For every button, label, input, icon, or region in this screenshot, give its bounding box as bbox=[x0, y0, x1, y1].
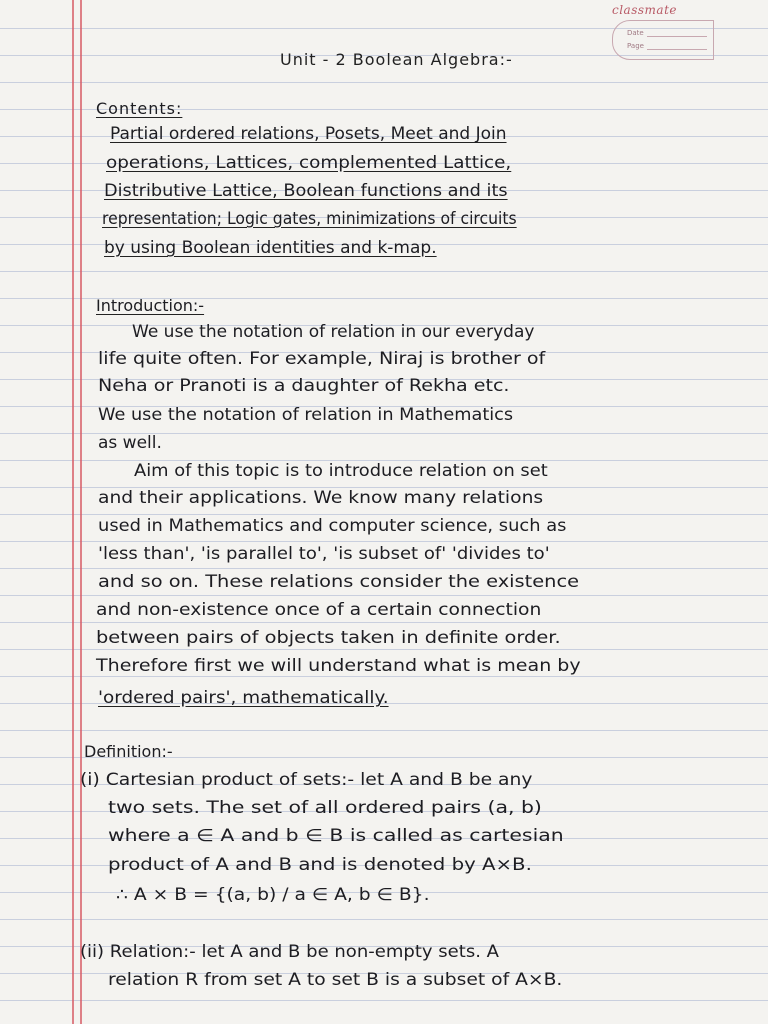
intro-line: Therefore first we will understand what is mean by bbox=[96, 656, 581, 676]
cartesian-line: where a ∈ A and b ∈ B is called as cartesian bbox=[108, 826, 564, 846]
intro-line: used in Mathematics and computer science, such as bbox=[98, 516, 567, 536]
intro-line: We use the notation of relation in our everyday bbox=[132, 322, 535, 342]
page-label: Page bbox=[627, 42, 644, 50]
brand-logo: classmate bbox=[612, 3, 677, 17]
intro-line: life quite often. For example, Niraj is brother of bbox=[98, 349, 546, 369]
contents-heading: Contents: bbox=[96, 99, 183, 118]
cartesian-line: (i) Cartesian product of sets:- let A and B be any bbox=[80, 770, 533, 790]
relation-line: relation R from set A to set B is a subset of A×B. bbox=[108, 970, 563, 990]
cartesian-line: product of A and B and is denoted by A×B. bbox=[108, 855, 532, 875]
intro-line: 'less than', 'is parallel to', 'is subset of' 'divides to' bbox=[98, 544, 550, 564]
contents-line: representation; Logic gates, minimizations of circuits bbox=[102, 209, 517, 229]
contents-line: operations, Lattices, complemented Lattice, bbox=[106, 153, 512, 173]
margin-line-right bbox=[80, 0, 82, 1024]
cartesian-formula: ∴ A × B = {(a, b) / a ∈ A, b ∈ B}. bbox=[116, 885, 430, 905]
intro-line: and non-existence once of a certain connection bbox=[96, 600, 542, 620]
intro-line: Neha or Pranoti is a daughter of Rekha etc. bbox=[98, 376, 510, 396]
contents-line: Distributive Lattice, Boolean functions and its bbox=[104, 181, 508, 201]
intro-line: We use the notation of relation in Mathematics bbox=[98, 405, 514, 425]
intro-line: between pairs of objects taken in definite order. bbox=[96, 628, 561, 648]
intro-line: Aim of this topic is to introduce relation on set bbox=[134, 461, 548, 481]
definition-heading: Definition:- bbox=[84, 742, 173, 761]
contents-line: by using Boolean identities and k-map. bbox=[104, 238, 437, 258]
cartesian-line: two sets. The set of all ordered pairs (a, b) bbox=[108, 798, 542, 818]
relation-line: (ii) Relation:- let A and B be non-empty sets. A bbox=[80, 942, 500, 962]
introduction-heading: Introduction:- bbox=[96, 296, 205, 315]
intro-line: and so on. These relations consider the existence bbox=[98, 572, 580, 592]
contents-line: Partial ordered relations, Posets, Meet and Join bbox=[110, 124, 507, 144]
intro-line: 'ordered pairs', mathematically. bbox=[98, 688, 389, 708]
margin-line-left bbox=[72, 0, 74, 1024]
intro-line: as well. bbox=[98, 433, 162, 453]
intro-line: and their applications. We know many relations bbox=[98, 488, 544, 508]
date-label: Date bbox=[627, 29, 644, 37]
date-page-box bbox=[612, 20, 714, 60]
page-title: Unit - 2 Boolean Algebra:- bbox=[280, 50, 513, 69]
